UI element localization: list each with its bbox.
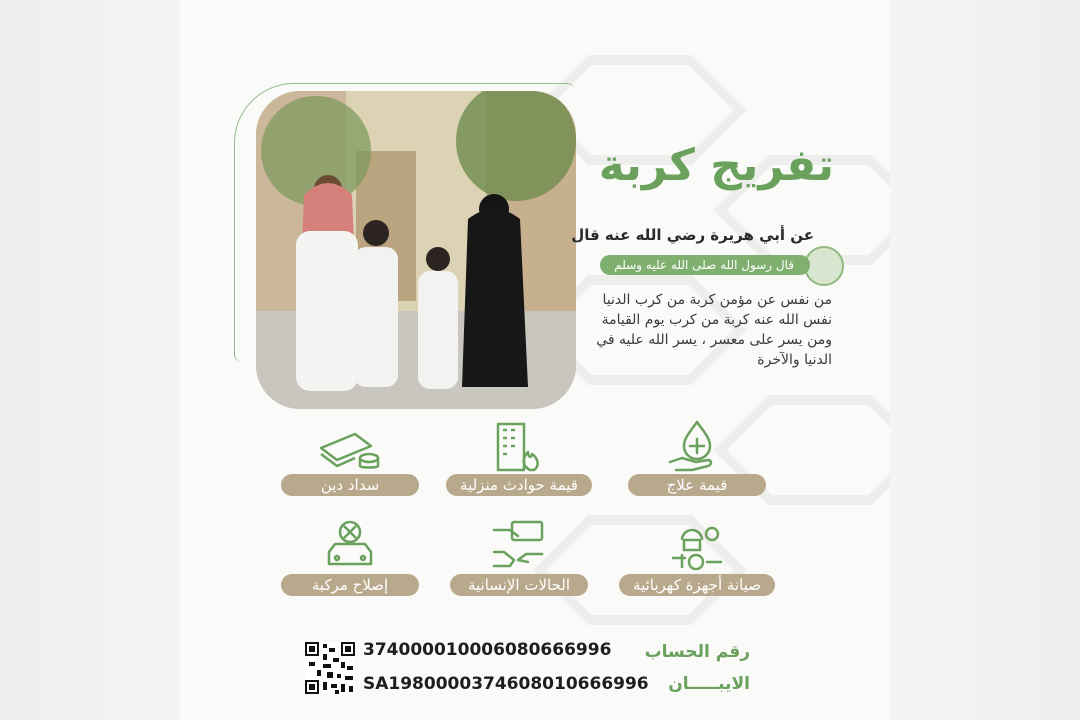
family-photo-frame	[234, 83, 576, 409]
account-number: 374000010006080666996	[363, 640, 612, 660]
hadith-line: الدنيا والآخرة	[757, 352, 832, 368]
building-fire-icon	[484, 418, 554, 474]
poster	[180, 0, 890, 720]
background-left	[0, 0, 180, 720]
service-label: قيمة علاج	[628, 474, 766, 496]
account-number-label: رقم الحساب	[644, 642, 750, 662]
service-label: سداد دين	[281, 474, 419, 496]
background-right	[890, 0, 1080, 720]
service-vehicle-repair	[270, 518, 430, 596]
service-label: الحالات الإنسانية	[450, 574, 588, 596]
service-humanitarian	[439, 518, 599, 596]
medical-hand-icon	[662, 418, 732, 474]
narrator-text: عن أبي هريرة رضي الله عنه قال	[571, 226, 814, 244]
iban-label: الايبـــــان	[668, 674, 750, 694]
service-medical	[617, 418, 777, 496]
hadith-intro-pill: قال رسول الله صلى الله عليه وسلم	[600, 255, 810, 275]
islamic-pattern-decoration	[530, 20, 890, 720]
service-label: قيمة حوادث منزلية	[446, 474, 592, 496]
page-title: تفريج كربة	[598, 140, 834, 191]
hadith-line: نفس الله عنه كربة من كرب يوم القيامة	[601, 312, 832, 328]
car-repair-icon	[315, 518, 385, 574]
service-debt	[270, 418, 430, 496]
service-home-accidents	[439, 418, 599, 496]
service-electrical	[617, 518, 777, 596]
service-label: صيانة أجهزة كهربائية	[619, 574, 775, 596]
money-coins-icon	[315, 418, 385, 474]
hadith-line: من نفس عن مؤمن كربة من كرب الدنيا	[602, 292, 832, 308]
family-photo	[256, 91, 576, 409]
hadith-text	[592, 290, 832, 370]
seal-icon	[804, 246, 844, 286]
hadith-line: ومن يسر على معسر ، يسر الله عليه في	[596, 332, 832, 348]
service-label: إصلاح مركبة	[281, 574, 419, 596]
qr-code	[305, 642, 355, 694]
giving-hand-icon	[484, 518, 554, 574]
iban-number: SA1980000374608010666996	[363, 674, 649, 694]
electrical-devices-icon	[662, 518, 732, 574]
